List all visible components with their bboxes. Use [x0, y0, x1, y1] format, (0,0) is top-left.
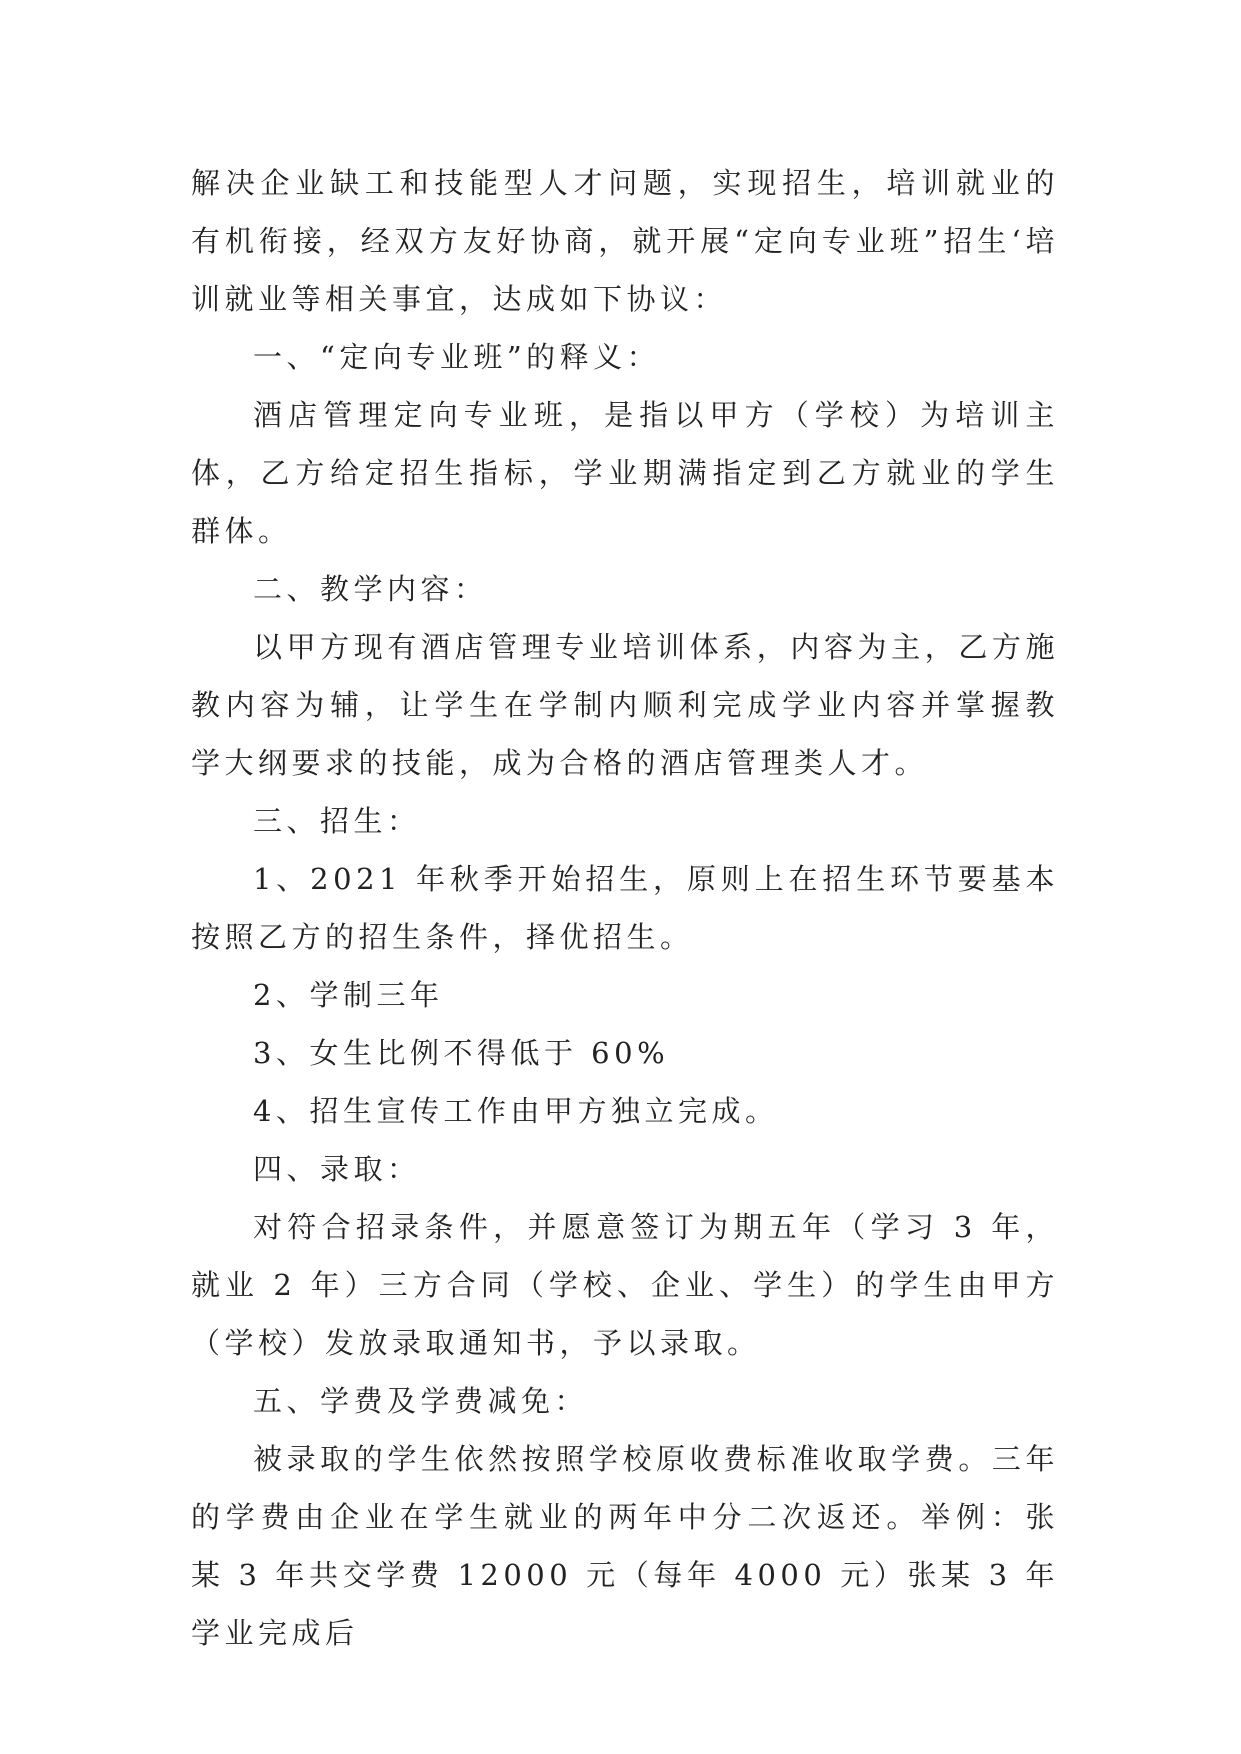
- heading-section-1: 一、“定向专业班”的释义：: [253, 340, 661, 374]
- list-item-enrollment-2: 2、学制三年: [253, 978, 444, 1012]
- paragraph-intro: 解决企业缺工和技能型人才问题，实现招生，培训就业的有机衔接，经双方友好协商，就开展“定向专业班”招生‘培训就业等相关事宜，达成如下协议：: [191, 166, 1059, 316]
- document-page: [191, 154, 1059, 1662]
- paragraph-section-4: 对符合招录条件，并愿意签订为期五年（学习 3 年，就业 2 年）三方合同（学校、企业、学生）的学生由甲方（学校）发放录取通知书，予以录取。: [191, 1210, 1059, 1360]
- heading-section-3: 三、招生：: [253, 804, 421, 838]
- list-item-enrollment-3: 3、女生比例不得低于 60%: [253, 1036, 670, 1070]
- heading-section-5: 五、学费及学费减免：: [253, 1384, 589, 1418]
- heading-section-2: 二、教学内容：: [253, 572, 488, 606]
- list-item-enrollment-1: 1、2021 年秋季开始招生，原则上在招生环节要基本按照乙方的招生条件，择优招生。: [191, 862, 1059, 954]
- list-item-enrollment-4: 4、招生宣传工作由甲方独立完成。: [253, 1094, 779, 1128]
- paragraph-section-2: 以甲方现有酒店管理专业培训体系，内容为主，乙方施教内容为辅，让学生在学制内顺利完成学业内容并掌握教学大纲要求的技能，成为合格的酒店管理类人才。: [191, 630, 1059, 780]
- paragraph-section-5: 被录取的学生依然按照学校原收费标准收取学费。三年的学费由企业在学生就业的两年中分二次返还。举例：张某 3 年共交学费 12000 元（每年 4000 元）张某 3 年学业完成后: [191, 1442, 1059, 1650]
- heading-section-4: 四、录取：: [253, 1152, 421, 1186]
- paragraph-section-1: 酒店管理定向专业班，是指以甲方（学校）为培训主体，乙方给定招生指标，学业期满指定到乙方就业的学生群体。: [191, 398, 1059, 548]
